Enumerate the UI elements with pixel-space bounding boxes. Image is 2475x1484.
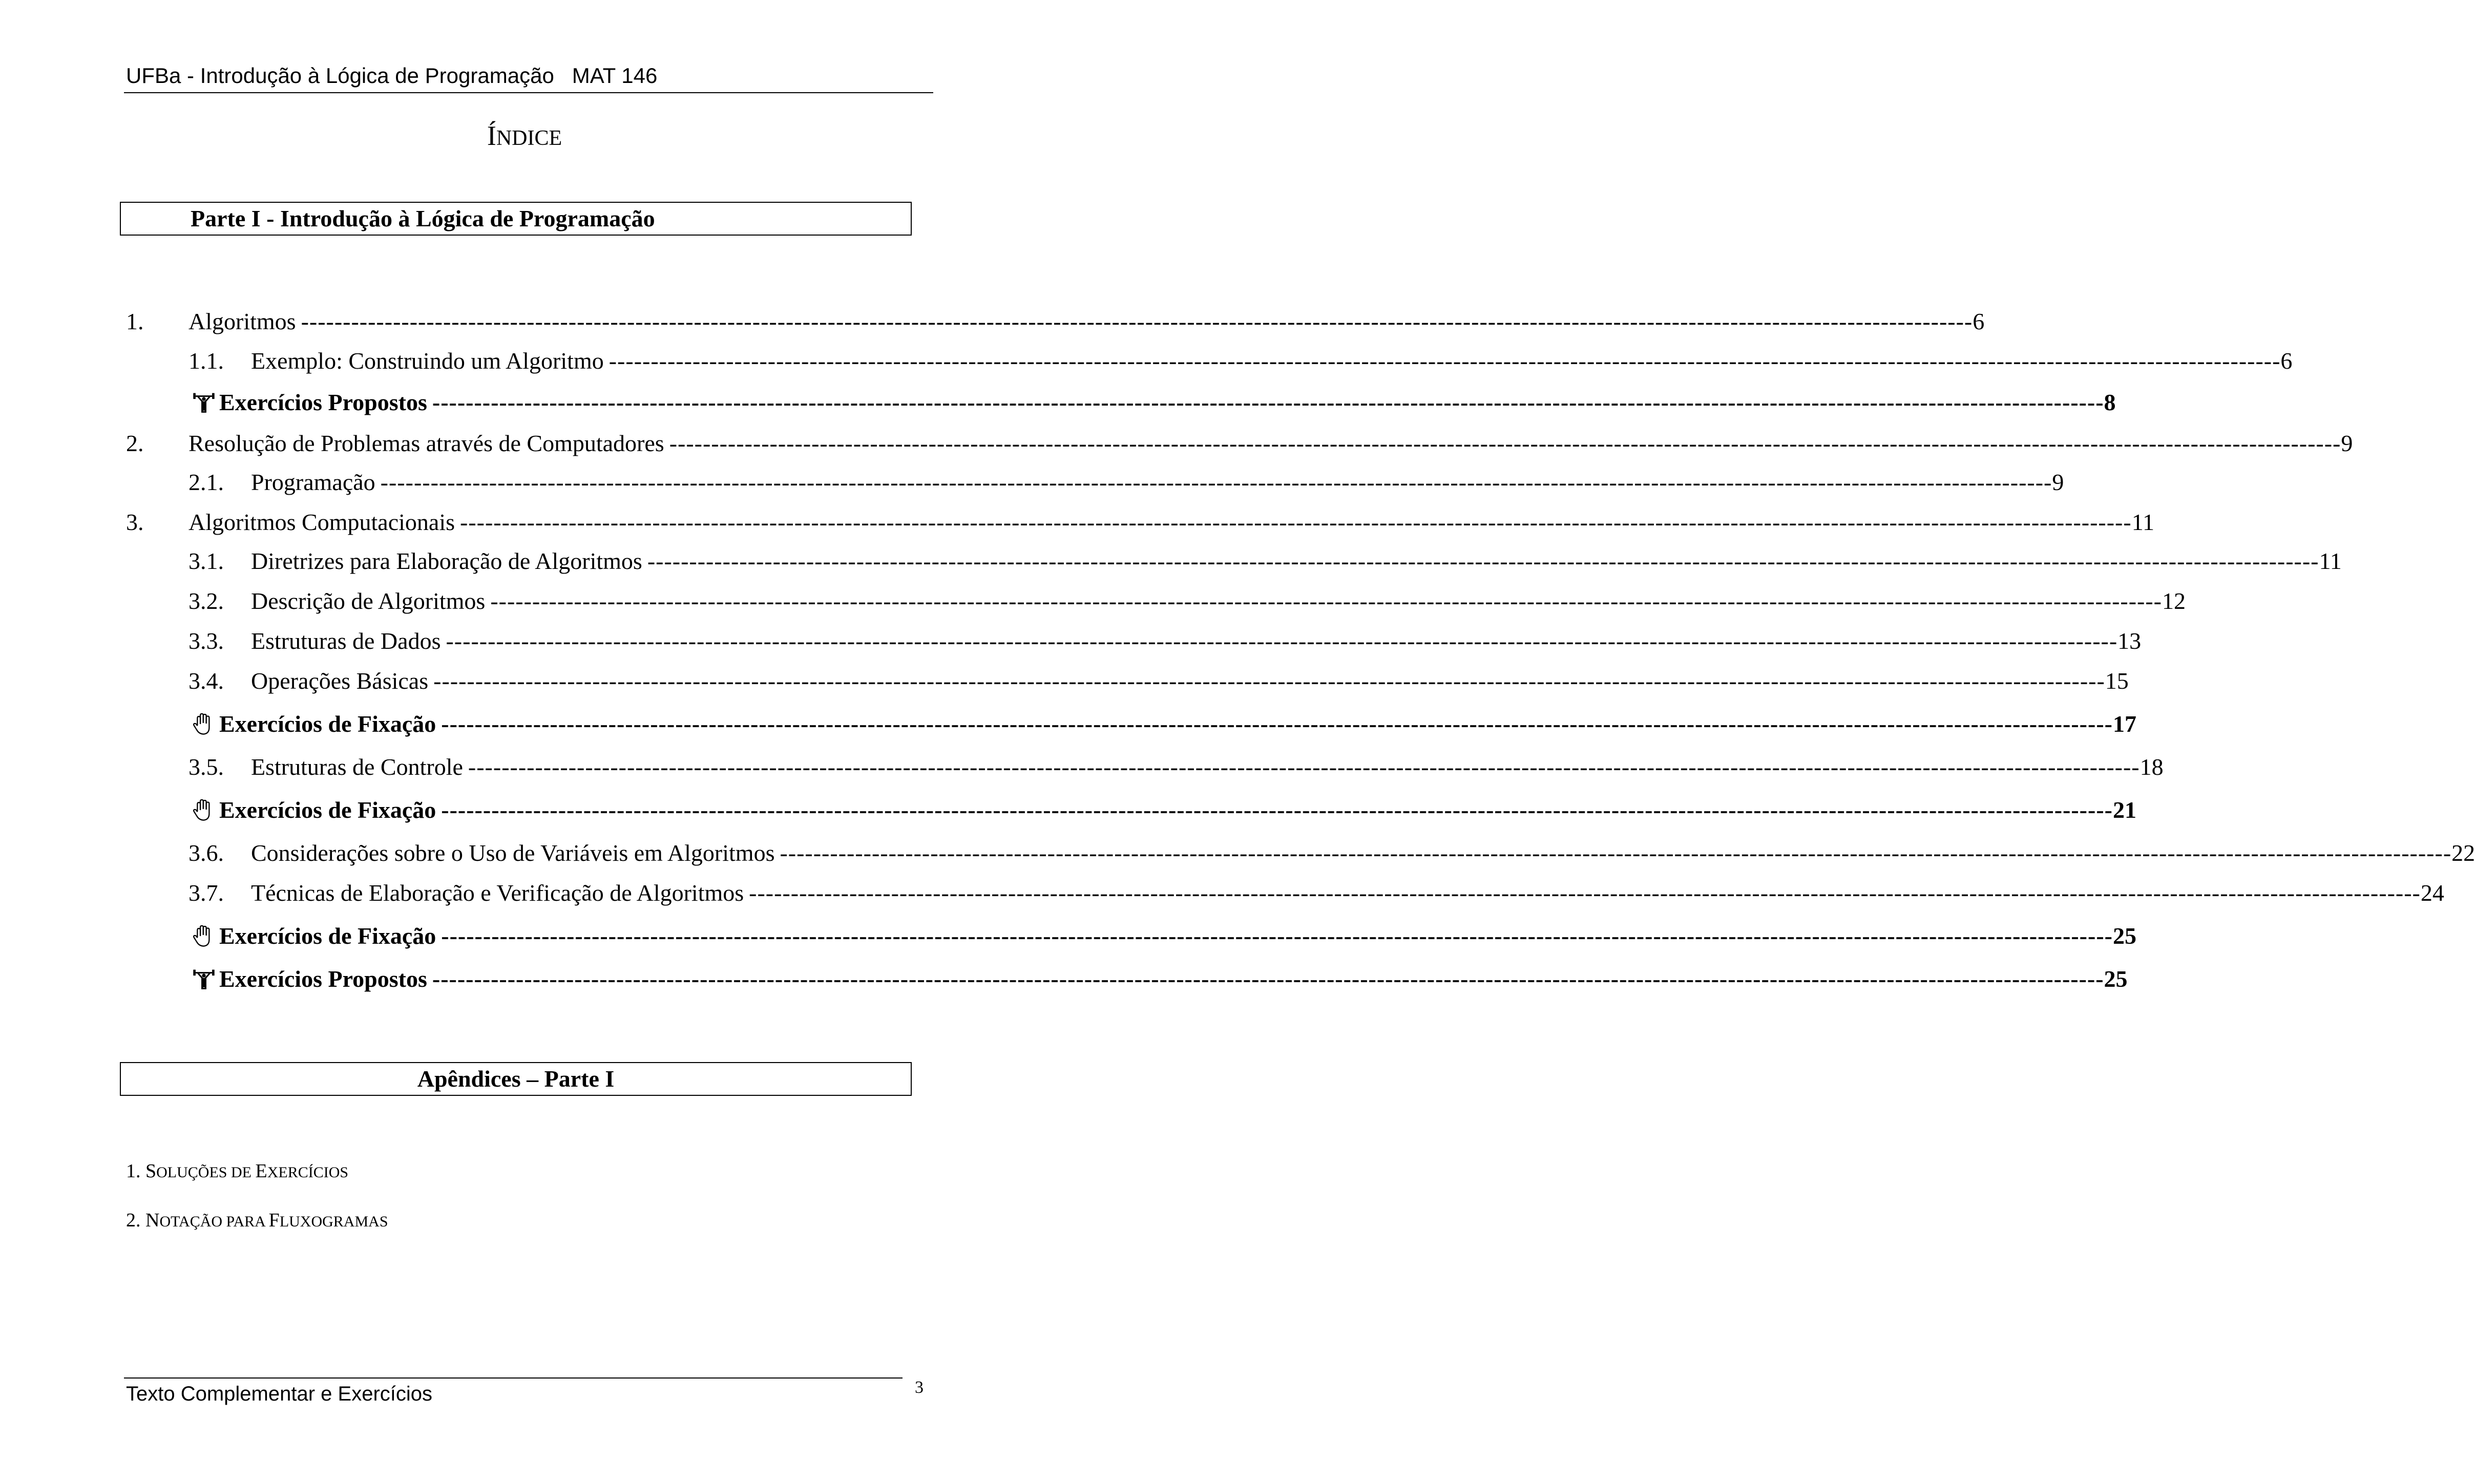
part-one-heading-box — [120, 202, 912, 236]
page-number: 3 — [915, 1378, 924, 1397]
toc-entry-page: 25 — [2104, 966, 2128, 992]
toc-entry[interactable] — [0, 878, 2444, 908]
toc-entry-title: Exercícios de Fixação — [219, 923, 436, 949]
toc-dot-leader: -------------------------------------------------------------------------------------------------------------------------------------------------------------------------------------------------------- — [432, 389, 2104, 415]
toc-entry-page: 9 — [2052, 469, 2064, 495]
toc-entry-page: 11 — [2131, 509, 2154, 535]
toc-entry-title: Programação — [251, 469, 375, 495]
toc-entry-page: 22 — [2451, 840, 2475, 866]
toc-entry-body — [251, 626, 2142, 656]
toc-dot-leader: -------------------------------------------------------------------------------------------------------------------------------------------------------------------------------------------------------- — [432, 966, 2104, 992]
toc-entry-title: Estruturas de Dados — [251, 628, 441, 654]
toc-dot-leader: -------------------------------------------------------------------------------------------------------------------------------------------------------------------------------------------------------- — [441, 923, 2113, 949]
toc-entry-body — [251, 586, 2186, 617]
toc-entry-body — [251, 838, 2475, 868]
header-text: UFBa - Introdução à Lógica de Programação MAT 146 — [126, 63, 658, 88]
toc-entry-body — [251, 546, 2342, 577]
toc-entry-title: Descrição de Algoritmos — [251, 588, 486, 614]
toc-entry-page: 15 — [2105, 668, 2129, 694]
toc-entry-page: 21 — [2112, 797, 2136, 823]
index-title-rest: NDICE — [496, 126, 562, 150]
toc-entry-number: 3.3. — [188, 628, 224, 654]
appendix-title-capital: S — [145, 1160, 157, 1182]
footer-text: Texto Complementar e Exercícios — [126, 1383, 433, 1405]
hand-icon — [191, 711, 217, 737]
toc-entry-page: 8 — [2104, 389, 2116, 415]
toc-entry-body — [251, 666, 2129, 696]
toc-entry-page: 18 — [2140, 754, 2164, 780]
toc-dot-leader: -------------------------------------------------------------------------------------------------------------------------------------------------------------------------------------------------------- — [380, 469, 2052, 495]
toc-entry-body — [191, 795, 2136, 825]
toc-entry-title: Exercícios Propostos — [219, 389, 427, 415]
appendix-heading: Apêndices – Parte I — [417, 1066, 615, 1092]
toc-entry-number: 3.5. — [188, 754, 224, 780]
toc-entry-title: Algoritmos Computacionais — [188, 509, 455, 535]
toc-entry-number: 2. — [126, 430, 144, 456]
appendix-title-smallcaps: OTAÇÃO PARA — [159, 1213, 269, 1230]
toc-entry-number: 2.1. — [188, 469, 224, 495]
toc-dot-leader: -------------------------------------------------------------------------------------------------------------------------------------------------------------------------------------------------------- — [446, 628, 2118, 654]
toc-entry-title: Técnicas de Elaboração e Verificação de Algoritmos — [251, 880, 744, 906]
toc-dot-leader: -------------------------------------------------------------------------------------------------------------------------------------------------------------------------------------------------------- — [468, 754, 2140, 780]
toc-entry-number: 3.2. — [188, 588, 224, 614]
toc-entry[interactable] — [0, 921, 2136, 951]
footer-rule — [124, 1377, 903, 1379]
toc-entry-body — [188, 306, 1985, 337]
toc-entry-title: Resolução de Problemas através de Computadores — [188, 430, 664, 456]
appendix-title-smallcaps: OLUÇÕES DE — [156, 1164, 256, 1181]
toc-dot-leader: -------------------------------------------------------------------------------------------------------------------------------------------------------------------------------------------------------- — [441, 797, 2113, 823]
toc-dot-leader: -------------------------------------------------------------------------------------------------------------------------------------------------------------------------------------------------------- — [609, 348, 2281, 374]
toc-entry-page: 11 — [2319, 548, 2342, 574]
toc-entry-title: Diretrizes para Elaboração de Algoritmos — [251, 548, 642, 574]
weightlifter-icon — [191, 966, 217, 992]
toc-entry-number: 1.1. — [188, 348, 224, 374]
hand-icon — [191, 923, 217, 949]
toc-entry-number: 3.7. — [188, 880, 224, 906]
toc-dot-leader: -------------------------------------------------------------------------------------------------------------------------------------------------------------------------------------------------------- — [441, 711, 2113, 737]
index-title-initial: Í — [487, 120, 496, 151]
toc-entry-number: 3.4. — [188, 668, 224, 694]
weightlifter-icon — [191, 389, 217, 416]
appendix-title-smallcaps: LUXOGRAMAS — [279, 1213, 388, 1230]
toc-entry-body — [251, 346, 2293, 376]
index-title — [0, 118, 1049, 156]
toc-dot-leader: -------------------------------------------------------------------------------------------------------------------------------------------------------------------------------------------------------- — [780, 840, 2452, 866]
toc-dot-leader: -------------------------------------------------------------------------------------------------------------------------------------------------------------------------------------------------------- — [460, 509, 2132, 535]
toc-dot-leader: -------------------------------------------------------------------------------------------------------------------------------------------------------------------------------------------------------- — [669, 430, 2341, 456]
toc-entry[interactable] — [0, 467, 2064, 498]
toc-entry-title: Exercícios Propostos — [219, 966, 427, 992]
page-header — [124, 60, 933, 93]
toc-entry-number: 3. — [126, 509, 144, 535]
toc-entry[interactable] — [0, 795, 2136, 825]
toc-entry[interactable] — [0, 428, 2353, 459]
toc-entry-page: 13 — [2117, 628, 2142, 654]
appendix-number: 1. — [126, 1160, 141, 1182]
toc-entry-number: 3.6. — [188, 840, 224, 866]
toc-dot-leader: -------------------------------------------------------------------------------------------------------------------------------------------------------------------------------------------------------- — [301, 308, 1973, 334]
toc-entry-page: 6 — [1973, 308, 1985, 334]
toc-entry-body — [188, 507, 2154, 538]
toc-entry-body — [188, 428, 2353, 459]
toc-entry[interactable] — [0, 346, 2293, 376]
toc-entry[interactable] — [0, 546, 2342, 577]
toc-entry[interactable] — [0, 964, 2128, 994]
appendix-item[interactable] — [126, 1158, 348, 1185]
toc-entry[interactable] — [0, 306, 1985, 337]
toc-dot-leader: -------------------------------------------------------------------------------------------------------------------------------------------------------------------------------------------------------- — [433, 668, 2105, 694]
toc-entry[interactable] — [0, 586, 2186, 617]
hand-icon — [191, 797, 217, 823]
toc-entry-body — [251, 878, 2444, 908]
appendix-item[interactable] — [126, 1207, 388, 1235]
toc-entry-body — [251, 467, 2064, 498]
toc-dot-leader: -------------------------------------------------------------------------------------------------------------------------------------------------------------------------------------------------------- — [647, 548, 2319, 574]
toc-entry-page: 9 — [2341, 430, 2353, 456]
toc-entry-body — [191, 387, 2116, 418]
toc-entry[interactable] — [0, 838, 2475, 868]
toc-entry-body — [251, 752, 2164, 782]
toc-entry-number: 1. — [126, 308, 144, 334]
toc-entry-page: 12 — [2162, 588, 2186, 614]
toc-entry-body — [191, 921, 2136, 951]
toc-entry-body — [191, 709, 2136, 739]
appendix-title-smallcaps: XERCÍCIOS — [267, 1164, 349, 1181]
toc-dot-leader: -------------------------------------------------------------------------------------------------------------------------------------------------------------------------------------------------------- — [490, 588, 2162, 614]
toc-entry-page: 25 — [2112, 923, 2136, 949]
toc-entry-number: 3.1. — [188, 548, 224, 574]
toc-entry-title: Algoritmos — [188, 308, 296, 334]
appendix-title-capital: N — [145, 1210, 160, 1231]
toc-entry-title: Estruturas de Controle — [251, 754, 463, 780]
toc-entry[interactable] — [0, 709, 2136, 739]
toc-entry-title: Exemplo: Construindo um Algoritmo — [251, 348, 604, 374]
toc-entry-page: 17 — [2112, 711, 2136, 737]
part-one-heading: Parte I - Introdução à Lógica de Programação — [191, 205, 655, 231]
toc-entry[interactable] — [0, 666, 2129, 696]
toc-entry-page: 6 — [2280, 348, 2293, 374]
appendix-heading-box — [120, 1062, 912, 1096]
toc-entry-title: Exercícios de Fixação — [219, 711, 436, 737]
toc-entry-title: Considerações sobre o Uso de Variáveis em Algoritmos — [251, 840, 775, 866]
appendix-number: 2. — [126, 1210, 141, 1231]
toc-entry[interactable] — [0, 752, 2164, 782]
toc-entry[interactable] — [0, 626, 2142, 656]
toc-entry-body — [191, 964, 2128, 994]
toc-entry-title: Operações Básicas — [251, 668, 429, 694]
appendix-title-capital: E — [255, 1160, 267, 1182]
toc-dot-leader: -------------------------------------------------------------------------------------------------------------------------------------------------------------------------------------------------------- — [749, 880, 2421, 906]
toc-entry[interactable] — [0, 387, 2116, 418]
toc-entry[interactable] — [0, 507, 2154, 538]
appendix-title-capital: F — [268, 1210, 280, 1231]
toc-entry-page: 24 — [2420, 880, 2444, 906]
toc-entry-title: Exercícios de Fixação — [219, 797, 436, 823]
